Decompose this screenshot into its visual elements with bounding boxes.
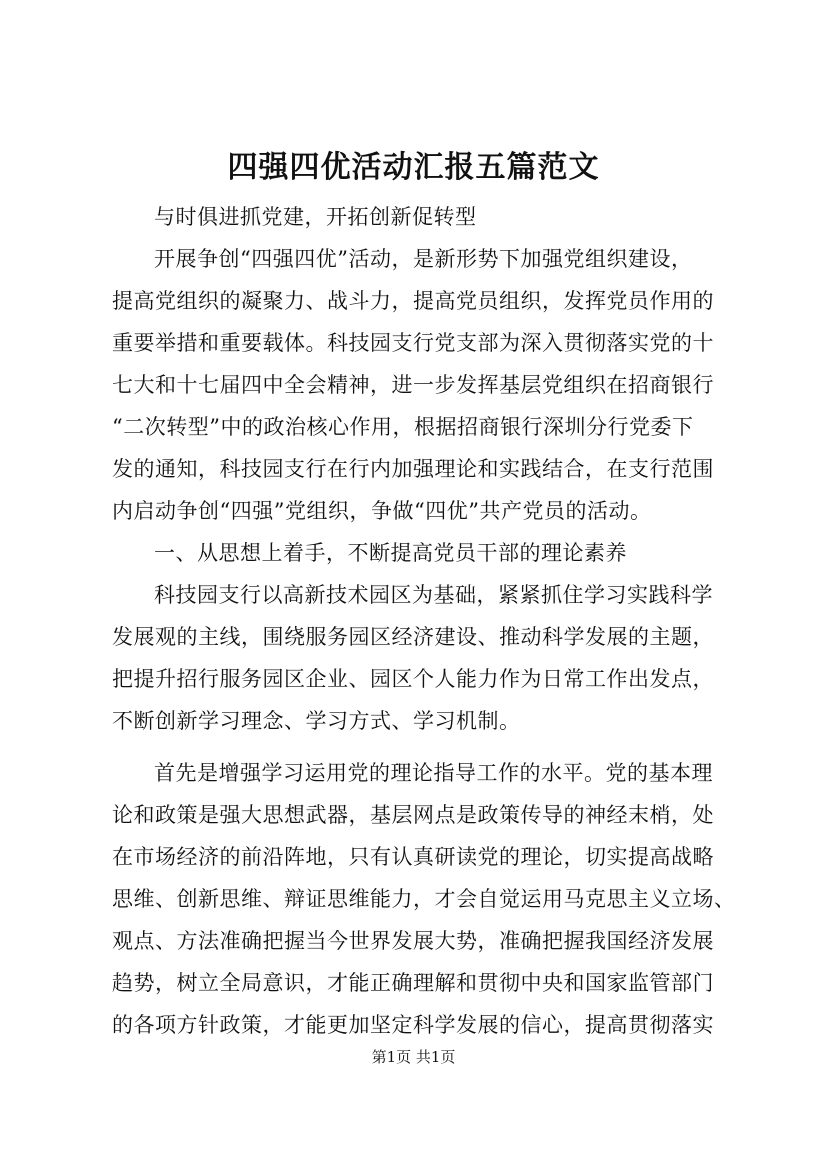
paragraph-line: 观点、方法准确把握当今世界发展大势，准确把握我国经济发展 <box>112 929 714 953</box>
paragraph-line: 思维、创新思维、辩证思维能力，才会自觉运用马克思主义立场、 <box>112 887 736 911</box>
paragraph-line: 提高党组织的凝聚力、战斗力，提高党员组织，发挥党员作用的 <box>112 289 714 313</box>
paragraph-line: 趋势，树立全局意识，才能正确理解和贯彻中央和国家监管部门 <box>112 971 714 995</box>
paragraph-line: 科技园支行以高新技术园区为基础，紧紧抓住学习实践科学 <box>154 583 713 607</box>
paragraph-line: 发的通知，科技园支行在行内加强理论和实践结合，在支行范围 <box>112 457 714 481</box>
page-number-footer: 第1页 共1页 <box>371 1048 456 1066</box>
paragraph-line: 在市场经济的前沿阵地，只有认真研读党的理论，切实提高战略 <box>112 845 714 869</box>
paragraph-line: 首先是增强学习运用党的理论指导工作的水平。党的基本理 <box>154 761 713 785</box>
document-title: 四强四优活动汇报五篇范文 <box>227 150 600 185</box>
paragraph-line: 论和政策是强大思想武器，基层网点是政策传导的神经末梢，处 <box>112 803 714 827</box>
paragraph-line: 开展争创“四强四优”活动，是新形势下加强党组织建设， <box>154 247 693 271</box>
document-body <box>112 196 740 1046</box>
paragraph-line: 的各项方针政策，才能更加坚定科学发展的信心，提高贯彻落实 <box>112 1013 714 1037</box>
paragraph-line: 发展观的主线，围绕服务园区经济建设、推动科学发展的主题， <box>112 625 714 649</box>
paragraph-line: 内启动争创“四强”党组织，争做“四优”共产党员的活动。 <box>112 499 652 523</box>
section-heading: 一、从思想上着手，不断提高党员干部的理论素养 <box>154 541 627 565</box>
paragraph-line-subtitle: 与时俱进抓党建，开拓创新促转型 <box>154 205 477 229</box>
paragraph-line: 七大和十七届四中全会精神，进一步发挥基层党组织在招商银行 <box>112 373 714 397</box>
paragraph-line: 不断创新学习理念、学习方式、学习机制。 <box>112 709 521 733</box>
paragraph-line: 重要举措和重要载体。科技园支行党支部为深入贯彻落实党的十 <box>112 331 714 355</box>
paragraph-line: 把提升招行服务园区企业、园区个人能力作为日常工作出发点， <box>112 667 714 691</box>
paragraph-line: “二次转型”中的政治核心作用，根据招商银行深圳分行党委下 <box>112 415 694 439</box>
